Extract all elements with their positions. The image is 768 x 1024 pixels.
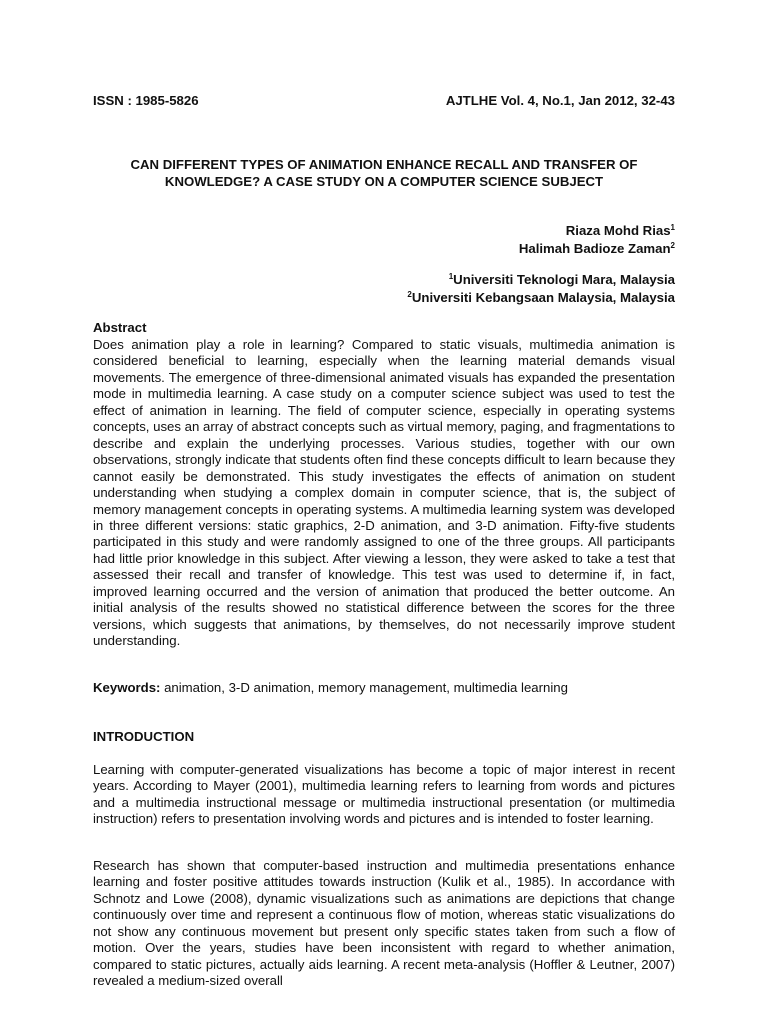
author-affil-marker: 1 xyxy=(670,223,675,232)
paper-title xyxy=(93,156,675,190)
affiliation-list xyxy=(407,271,675,307)
author-1 xyxy=(519,222,675,240)
author-affil-marker: 2 xyxy=(670,241,675,250)
introduction-heading: INTRODUCTION xyxy=(93,729,195,744)
intro-paragraph-1: Learning with computer-generated visualizations has become a topic of major interest in recent years. According to Mayer (2001), multimedia learning refers to learning from words and pictures and a multimedia instructional message or multimedia instructional presentation (or multimedia instruction) refers to presentation involving words and pictures and is intended to foster learning. xyxy=(93,762,675,827)
title-line-2: KNOWLEDGE? A CASE STUDY ON A COMPUTER SCIENCE SUBJECT xyxy=(164,174,604,189)
author-name: Halimah Badioze Zaman xyxy=(518,241,671,256)
affil-name: Universiti Teknologi Mara, Malaysia xyxy=(453,272,675,287)
abstract-heading: Abstract xyxy=(93,320,147,335)
author-name: Riaza Mohd Rias xyxy=(565,223,671,238)
abstract-body: Does animation play a role in learning? Compared to static visuals, multimedia animation is considered beneficial to learning, especially when the learning material demands visual movements. The emergence of three-dimensional animated visuals has expanded the presentation mode in multimedia learning. A case study on a computer science subject was used to test the effect of animation in learning. The field of computer science, especially in operating systems concepts, uses an array of abstract concepts such as virtual memory, paging, and fragmentations to describe and explain the underlying processes. Various studies, together with our own observations, strongly indicate that students often find these concepts difficult to learn because they cannot easily be demonstrated. This study investigates the effects of animation on student understanding when studying a complex domain in computer science, that is, the subject of memory management concepts in operating systems. A multimedia learning system was developed in three different versions: static graphics, 2-D animation, and 3-D animation. Fifty-five students participated in this study and were randomly assigned to one of the three groups. All participants had little prior knowledge in this subject. After viewing a lesson, they were asked to take a test that assessed their recall and transfer of knowledge. This test was used to determine if, in fact, improved learning occurred and the version of animation that produced the better outcome. An initial analysis of the results showed no statistical difference between the scores for the three versions, which suggests that animations, by themselves, do not necessarily improve student understanding. xyxy=(93,337,675,649)
paper-page xyxy=(93,0,675,1024)
affil-name: Universiti Kebangsaan Malaysia, Malaysia xyxy=(411,290,675,305)
journal-citation: AJTLHE Vol. 4, No.1, Jan 2012, 32-43 xyxy=(445,93,675,108)
running-header xyxy=(93,93,675,111)
intro-paragraph-2: Research has shown that computer-based instruction and multimedia presentations enhance learning and foster positive attitudes towards instruction (Kulik et al., 1985). In accordance with Schnotz and Lowe (2008), dynamic visualizations such as animations are depictions that change continuously over time and represent a continuous flow of motion, whereas static visualizations do not show any continuous movement but present only specific states taken from such a flow of motion. Over the years, studies have been inconsistent with regard to whether animation, compared to static pictures, actually aids learning. A recent meta-analysis (Hoffler & Leutner, 2007) revealed a medium-sized overall xyxy=(93,858,675,989)
issn-label: ISSN : 1985-5826 xyxy=(93,93,199,108)
affil-marker: 2 xyxy=(407,290,412,299)
keywords-line xyxy=(93,680,675,697)
author-2 xyxy=(519,240,675,258)
affiliation-1 xyxy=(407,271,675,289)
author-list xyxy=(519,222,675,258)
affiliation-2 xyxy=(407,289,675,307)
title-line-1: CAN DIFFERENT TYPES OF ANIMATION ENHANCE RECALL AND TRANSFER OF xyxy=(130,157,638,172)
affil-marker: 1 xyxy=(448,272,454,281)
keywords-text: animation, 3-D animation, memory management, multimedia learning xyxy=(160,680,568,695)
keywords-label: Keywords: xyxy=(93,680,161,695)
